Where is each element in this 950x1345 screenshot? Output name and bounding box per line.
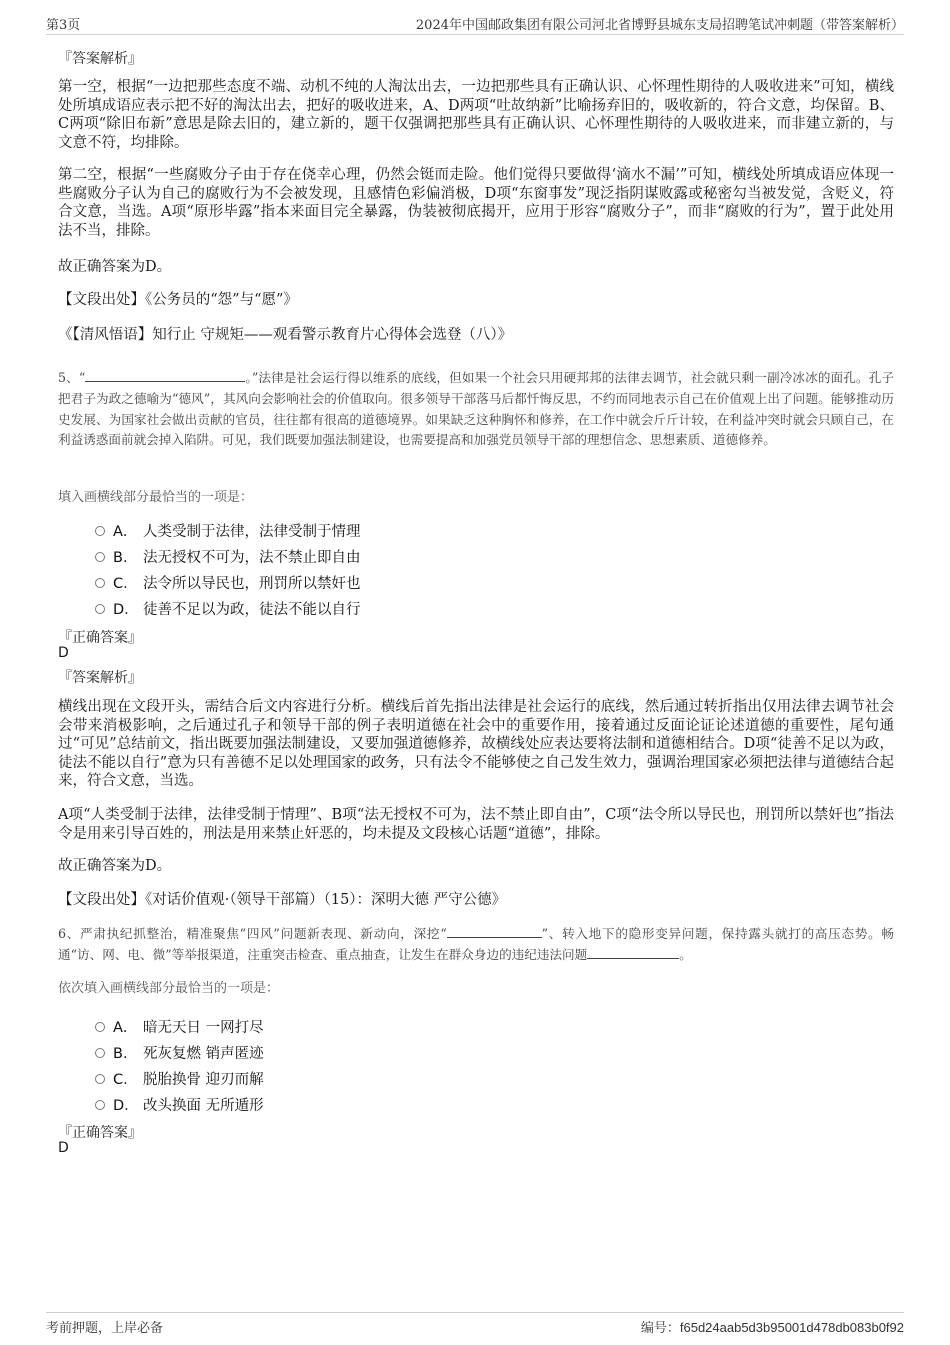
question-stem xyxy=(58,368,894,451)
option-d[interactable]: D． 徒善不足以为政，徒法不能以自行 xyxy=(95,598,361,618)
option-b[interactable]: B． 法无授权不可为，法不禁止即自由 xyxy=(95,546,361,566)
radio-icon[interactable] xyxy=(95,552,105,562)
option-b[interactable]: B． 死灰复燃 销声匿迹 xyxy=(95,1042,264,1062)
page-header xyxy=(46,12,904,35)
footer-slogan: 考前押题，上岸必备 xyxy=(46,1321,164,1336)
analysis-label: 『答案解析』 xyxy=(58,670,142,686)
option-a[interactable]: A． 人类受制于法律，法律受制于情理 xyxy=(95,520,361,540)
page-footer xyxy=(46,1312,904,1337)
radio-icon[interactable] xyxy=(95,1100,105,1110)
radio-icon[interactable] xyxy=(95,1074,105,1084)
question-prompt: 填入画横线部分最恰当的一项是： xyxy=(58,490,254,505)
analysis-paragraph: A项“人类受制于法律，法律受制于情理”、B项“法无授权不可为，法不禁止即自由”，C项“法令所以导民也，刑罚所以禁奸也”指法令是用来引导百姓的，刑法是用来禁止奸恶的，均未提及文段核心话题“道德”，排除。 xyxy=(58,807,894,842)
correct-answer: D xyxy=(58,645,69,661)
source-citation: 【文段出处】《对话价值观·（领导干部篇）（15）：深明大德 严守公德》 xyxy=(58,892,507,908)
source-citation: 《【清风悟语】知行止 守规矩——观看警示教育片心得体会选登（八）》 xyxy=(58,327,513,343)
fill-blank xyxy=(587,946,679,959)
radio-icon[interactable] xyxy=(95,1048,105,1058)
document-code: 编号：f65d24aab5d3b95001d478db083b0f92 xyxy=(640,1320,904,1336)
analysis-paragraph: 第一空，根据“一边把那些态度不端、动机不纯的人淘汰出去，一边把那些具有正确认识、心怀理性期待的人吸收进来”可知，横线处所填成语应表示把不好的淘汰出去，把好的吸收进来，A、D两项“吐故纳新”比喻扬弃旧的，吸收新的，符合文意，均保留。B、C两项“除旧布新”意思是除去旧的，建立新的，题干仅强调把那些具有正确认识、心怀理性期待的人吸收进来，而非建立新的，与文意不符，均排除。 xyxy=(58,79,894,151)
question-number: 5、“ xyxy=(58,370,86,385)
question-text: 。”法律是社会运行得以维系的底线，但如果一个社会只用硬邦邦的法律去调节，社会就只剩一副冷冰冰的面孔。孔子把君子为政之德喻为“德风”，其风向会影响社会的价值取向。很多领导干部落马后都忏悔反思，不约而同地表示自己在价值观上出了问题。能够推动历史发展、为国家社会做出贡献的官员，往往都有很高的道德境界。如果缺乏这种胸怀和修养，在工作中就会斤斤计较，在利益冲突时就会只顾自己，在利益诱惑面前就会掉入陷阱。可见，我们既要加强法制建设，也需要提高和加强党员领导干部的理想信念、思想素质、道德修养。 xyxy=(58,370,895,448)
fill-blank xyxy=(85,369,245,382)
option-a[interactable]: A． 暗无天日 一网打尽 xyxy=(95,1016,264,1036)
conclusion: 故正确答案为D。 xyxy=(58,259,172,275)
document-title: 2024年中国邮政集团有限公司河北省博野县城东支局招聘笔试冲刺题（带答案解析） xyxy=(415,18,904,33)
question-stem: 6、严肃执纪抓整治，精准聚焦“四风”问题新表现、新动向，深挖“ ”、转入地下的隐形变异问题，保持露头就打的高压态势。畅通“访、网、电、微”等举报渠道，注重突击检查、重点抽查，让发生在群众身边的违纪违法问题 。 xyxy=(58,926,894,962)
option-c[interactable]: C． 脱胎换骨 迎刃而解 xyxy=(95,1068,264,1088)
page-number: 第3页 xyxy=(46,18,81,33)
question-text: 6、严肃执纪抓整治，精准聚焦“四风”问题新表现、新动向，深挖“ xyxy=(58,926,447,941)
radio-icon[interactable] xyxy=(95,604,105,614)
analysis-paragraph: 横线出现在文段开头，需结合后文内容进行分析。横线后首先指出法律是社会运行的底线，然后通过转折指出仅用法律去调节社会会带来消极影响，之后通过孔子和领导干部的例子表明道德在社会中的重要作用，接着通过反面论证论述道德的重要性，尾句通过“可见”总结前文，指出既要加强法制建设，又要加强道德修养，故横线处应表达要将法制和道德相结合。D项“徒善不足以为政，徒法不能以自行”意为只有善德不足以处理国家的政务，只有法令不能够使之自己发生效力，强调治理国家必须把法律与道德结合起来，符合文意，当选。 xyxy=(58,699,894,790)
fill-blank xyxy=(447,925,542,938)
radio-icon[interactable] xyxy=(95,1022,105,1032)
option-d[interactable]: D． 改头换面 无所遁形 xyxy=(95,1094,264,1114)
question-prompt: 依次填入画横线部分最恰当的一项是： xyxy=(58,981,280,996)
answer-label: 『正确答案』 xyxy=(58,630,142,646)
analysis-label: 『答案解析』 xyxy=(58,51,142,67)
radio-icon[interactable] xyxy=(95,578,105,588)
answer-label: 『正确答案』 xyxy=(58,1125,142,1141)
radio-icon[interactable] xyxy=(95,526,105,536)
question-text: ”、转入地下的隐形变异问题，保持露头就打的高压态势。畅通“访、网、电、微”等举报渠道，注重突击检查、重点抽查，让发生在群众身边的违纪违法问题 xyxy=(58,926,894,962)
source-citation: 【文段出处】《公务员的“怨”与“愿”》 xyxy=(58,292,298,308)
conclusion: 故正确答案为D。 xyxy=(58,858,172,874)
correct-answer: D xyxy=(58,1140,69,1156)
analysis-paragraph: 第二空，根据“一些腐败分子由于存在侥幸心理，仍然会铤而走险。他们觉得只要做得‘滴水不漏’”可知，横线处所填成语应体现一些腐败分子认为自己的腐败行为不会被发现，且感情色彩偏消极，D项“东窗事发”现泛指阴谋败露或秘密勾当被发觉，含贬义，符合文意，当选。A项“原形毕露”指本来面目完全暴露，伪装被彻底揭开，应用于形容“腐败分子”，而非“腐败的行为”，置于此处用法不当，排除。 xyxy=(58,167,894,239)
option-c[interactable]: C． 法令所以导民也，刑罚所以禁奸也 xyxy=(95,572,361,592)
